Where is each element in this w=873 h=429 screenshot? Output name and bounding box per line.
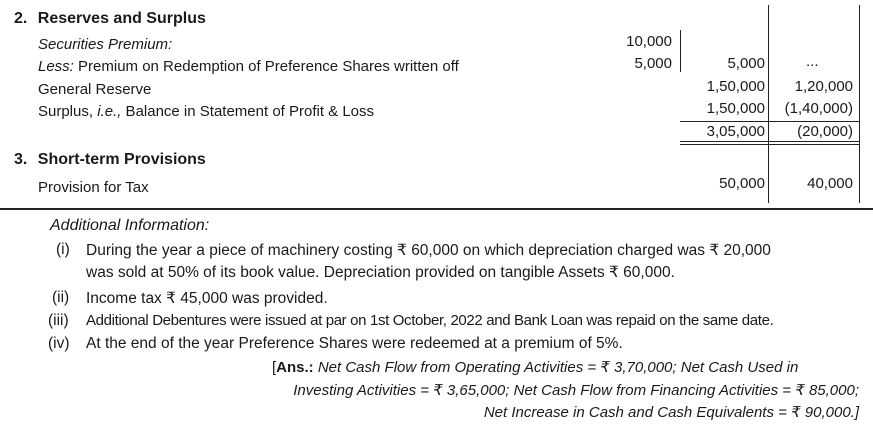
- section-2-number: 2.: [14, 10, 28, 27]
- additional-info-heading: Additional Information:: [50, 217, 210, 234]
- total-col2: 3,05,000: [706, 123, 765, 140]
- provision-tax-col2: 50,000: [719, 175, 765, 192]
- item-iv-marker: (iv): [48, 335, 70, 352]
- securities-premium-col1: 10,000: [626, 33, 672, 50]
- total-bottom-rule: [680, 141, 859, 142]
- item-i-marker: (i): [56, 241, 70, 258]
- section-2-heading: [14, 10, 206, 28]
- col-divider-2: [768, 5, 769, 203]
- item-iii-marker: (iii): [48, 312, 69, 329]
- section-3-title: Short-term Provisions: [37, 151, 206, 168]
- row-surplus: Surplus, i.e., Balance in Statement of Profit & Loss: [38, 103, 375, 120]
- item-i-line2: was sold at 50% of its book value. Depreciation provided on tangible Assets ₹ 60,000.: [86, 264, 675, 281]
- section-divider-rule: [0, 208, 873, 210]
- answer-line-3: Net Increase in Cash and Cash Equivalents = ₹ 90,000.]: [483, 404, 859, 421]
- less-premium-col3: ...: [806, 53, 819, 70]
- total-col3: (20,000): [797, 123, 853, 140]
- less-premium-col1: 5,000: [634, 55, 672, 72]
- row-less-premium: Less: Premium on Redemption of Preference Shares written off: [38, 58, 459, 75]
- col-divider-3: [859, 5, 860, 203]
- item-ii-marker: (ii): [52, 289, 70, 306]
- answer-line-1: [Ans.: Net Cash Flow from Operating Activities = ₹ 3,70,000; Net Cash Used in: [272, 359, 799, 376]
- provision-tax-col3: 40,000: [807, 175, 853, 192]
- general-reserve-col2: 1,50,000: [706, 78, 765, 95]
- item-ii-line1: Income tax ₹ 45,000 was provided.: [86, 290, 328, 307]
- total-top-rule: [680, 121, 859, 122]
- col-divider-1: [680, 30, 681, 72]
- section-2-title: Reserves and Surplus: [37, 10, 206, 27]
- section-3-number: 3.: [14, 151, 28, 168]
- surplus-col2: 1,50,000: [706, 100, 765, 117]
- total-bottom-rule-2: [680, 144, 859, 145]
- item-i-line1: During the year a piece of machinery costing ₹ 60,000 on which depreciation charged was ₹ 20,000: [86, 242, 771, 259]
- item-iv-line1: At the end of the year Preference Shares were redeemed at a premium of 5%.: [86, 335, 623, 352]
- general-reserve-col3: 1,20,000: [794, 78, 853, 95]
- section-3-heading: [14, 151, 206, 169]
- answer-line-2: Investing Activities = ₹ 3,65,000; Net Cash Flow from Financing Activities = ₹ 85,000;: [293, 382, 859, 399]
- row-general-reserve: General Reserve: [38, 81, 152, 98]
- surplus-col3: (1,40,000): [784, 100, 853, 117]
- item-iii-line1: Additional Debentures were issued at par on 1st October, 2022 and Bank Loan was repaid on the same date.: [86, 312, 774, 329]
- less-premium-col2: 5,000: [727, 55, 765, 72]
- row-securities-premium: Securities Premium:: [38, 36, 173, 53]
- row-provision-for-tax: Provision for Tax: [38, 179, 149, 196]
